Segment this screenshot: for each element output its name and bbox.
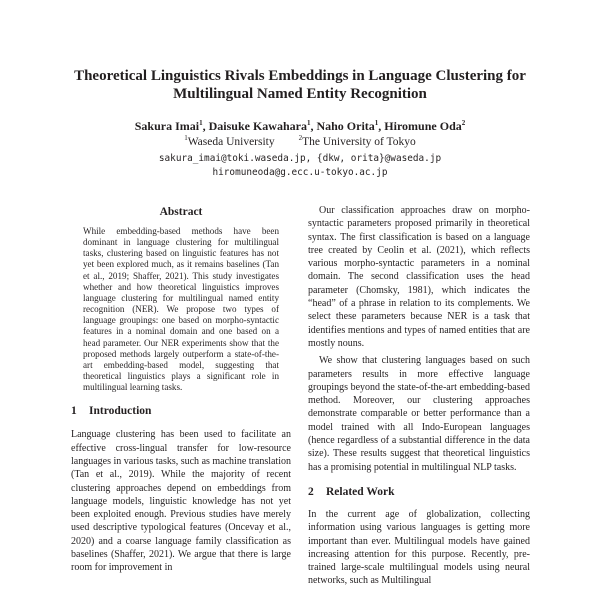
- section-heading-related-work: [308, 485, 530, 499]
- abstract-heading: Abstract: [159, 206, 203, 218]
- author-affil-mark: 1: [374, 119, 379, 127]
- author-list: Sakura Imai$^1$, Daisuke Kawahara$^1$, Naho Orita$^1$, Hiromune Oda$^2$: [134, 119, 466, 133]
- left-column: [71, 200, 291, 575]
- author-affil-mark: 1: [306, 119, 311, 127]
- author-name: Naho Orita: [316, 119, 375, 133]
- paper-title-line-2: Multilingual Named Entity Recognition: [173, 86, 427, 102]
- author-email-line: sakura_imai@toki.waseda.jp, {dkw, orita}@waseda.jp: [158, 153, 442, 164]
- related-work-paragraph: In the current age of globalization, collecting information using various languages is getting more important than ever. Multilingual models have gained increasing attention for this purpose. Recently, pre-trained large-scale multilingual models using neural networks, such as Multilingual: [308, 508, 530, 587]
- section-title: Related Work: [326, 485, 395, 498]
- section-number: 1: [71, 405, 77, 418]
- author-affil-mark: 1: [199, 119, 203, 127]
- right-column: [308, 204, 530, 588]
- author-email-line: hiromuneoda@g.ecc.u-tokyo.ac.jp: [212, 167, 388, 178]
- body-paragraph: Our classification approaches draw on morpho-syntactic parameters proposed primarily in theoretical syntax. The first classification is based on a language tree created by Ceolin et al. (2021), which reflects various morpho-syntactic parameters in a nominal domain. The second classification uses the head parameter (Chomsky, 1981), which indicates the “head” of a phrase in relation to its complements. We select these parameters because NER is a task that identifies mentions and types of named entities that are mostly nouns.: [308, 205, 530, 349]
- affiliation-list: [40, 135, 560, 149]
- section-number: 2: [308, 485, 314, 498]
- affil-mark: 2: [298, 134, 303, 142]
- body-paragraph: We show that clustering languages based on such parameters results in more effective language groupings beyond the state-of-the-art embedding-based method. Moreover, our clustering approaches demonstrate comparable or better performance than a model trained with all Indo-European languages (hence regardless of a substantial difference in the data size). These results suggest that theoretical linguistics has a promising potential in multilingual NLP tasks.: [308, 355, 530, 473]
- introduction-paragraph: Language clustering has been used to facilitate an effective cross-lingual transfer for low-resource languages in various tasks, such as machine translation (Tan et al., 2019). While the majority of recent clustering approaches depend on embeddings from language models, linguistic knowledge has not yet been exploited enough. Previous studies have merely used descriptive typological features (Oncevay et al., 2020) and a coarse language family classification as baselines (Shaffer, 2021). We argue that there is large room for improvement in: [71, 429, 291, 574]
- abstract-text: While embedding-based methods have been dominant in language clustering for multilingual tasks, clustering based on linguistic features has not yet been explored much, as it remains baselines (Tan et al., 2019; Shaffer, 2021). This study investigates whether and how theoretical linguistics improves language clustering for multilingual named entity recognition (NER). We propose two types of language groupings: one based on morpho-syntactic features in a nominal domain and one based on a head parameter. Our NER experiments show that the proposed methods largely outperform a state-of-the-art embedding-based model, suggesting that theoretical linguistics plays a significant role in multilingual learning tasks.: [83, 226, 279, 393]
- section-heading-introduction: [71, 404, 291, 418]
- section-title: Introduction: [89, 405, 152, 418]
- affil-mark: 1: [184, 134, 188, 142]
- author-affil-mark: 2: [461, 119, 466, 127]
- author-name: Daisuke Kawahara: [208, 119, 307, 133]
- author-name: Hiromune Oda: [384, 119, 462, 133]
- affiliation-name: The University of Tokyo: [302, 136, 416, 148]
- author-name: Sakura Imai: [134, 119, 200, 133]
- paper-title-line-1: Theoretical Linguistics Rivals Embeddings in Language Clustering for: [74, 68, 526, 84]
- affiliation-name: Waseda University: [187, 136, 275, 148]
